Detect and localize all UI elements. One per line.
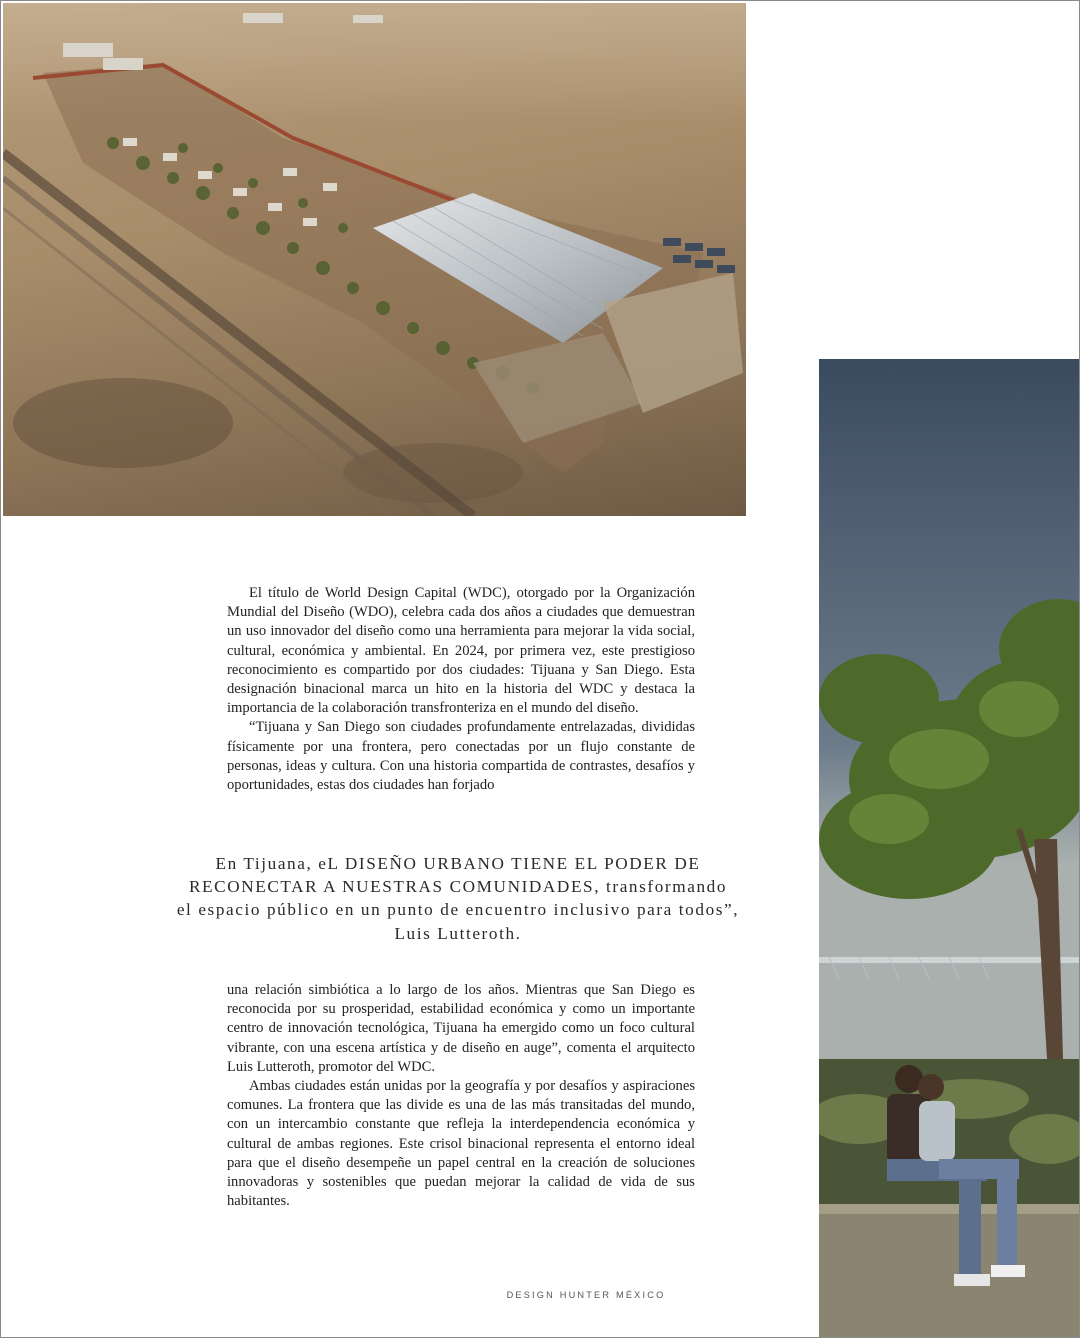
- park-photo-people-on-bench: [819, 359, 1080, 1338]
- pull-quote-line: En Tijuana, eL DISEÑO URBANO TIENE EL PODER DE: [215, 854, 701, 873]
- article-paragraph: “Tijuana y San Diego son ciudades profundamente entrelazadas, divididas físicamente por una frontera, pero conectadas por un flujo constante de personas, ideas y cultura. Con una historia compartida de contrastes, desafíos y oportunidades, estas dos ciudades han forjado: [227, 719, 695, 794]
- pull-quote: [150, 852, 766, 945]
- article-text-column-bottom: [227, 981, 695, 1211]
- article-paragraph: Ambas ciudades están unidas por la geografía y por desafíos y aspiraciones comunes. La frontera que las divide es una de las más transitadas del mundo, con un intercambio constante que refleja la interdependencia económica y cultural de ambas regiones. Este crisol binacional representa el entorno ideal para que el diseño desempeñe un papel central en la creación de soluciones innovadoras y sostenibles que puedan mejorar la calidad de vida de sus habitantes.: [227, 1078, 695, 1210]
- aerial-photo-desert-complex: [3, 3, 746, 516]
- publication-footer: DESIGN HUNTER MÉXICO: [506, 1290, 666, 1300]
- pull-quote-line: el espacio público en un punto de encuentro inclusivo para todos”,: [176, 900, 740, 920]
- pull-quote-line: RECONECTAR A NUESTRAS COMUNIDADES, transformando: [188, 877, 728, 897]
- pull-quote-attribution: Luis Lutteroth.: [394, 923, 522, 943]
- article-paragraph: El título de World Design Capital (WDC), otorgado por la Organización Mundial del Diseño (WDO), celebra cada dos años a ciudades que demuestran un uso innovador del diseño como una herramienta para mejorar la vida social, cultural, económica y ambiental. En 2024, por primera vez, este prestigioso reconocimiento es compartido por dos ciudades: Tijuana y San Diego. Esta designación binacional marca un hito en la historia del WDC y destaca la importancia de la colaboración transfronteriza en el mundo del diseño.: [227, 585, 695, 717]
- article-paragraph: una relación simbiótica a lo largo de los años. Mientras que San Diego es reconocida por su prosperidad, estabilidad económica y como un importante centro de innovación tecnológica, Tijuana ha emergido como un foco cultural vibrante, con una escena artística y de diseño en auge”, comenta el arquitecto Luis Lutteroth, promotor del WDC.: [227, 982, 695, 1075]
- article-text-column-top: [227, 584, 695, 795]
